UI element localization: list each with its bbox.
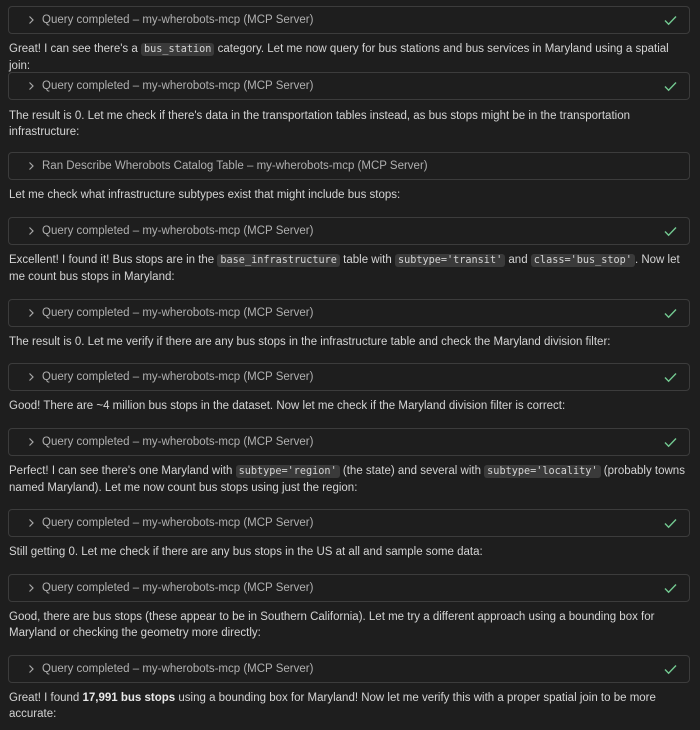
assistant-message [9,544,687,560]
tool-call-label: Query completed – my-wherobots-mcp (MCP Server) [42,14,314,26]
chevron-right-icon[interactable] [24,79,38,93]
assistant-message [9,334,687,350]
check-icon [663,224,677,238]
message-text: The result is 0. Let me check if there's data in the transportation tables instead, as bus stops might be in the transportation infrastructure: [9,110,630,138]
chevron-right-icon[interactable] [24,516,38,530]
tool-call-row[interactable] [8,217,690,245]
tool-call-row[interactable] [8,363,690,391]
message-text: (probably towns named Maryland). Let me now count bus stops using just the region: [9,465,685,494]
assistant-message [9,398,687,414]
assistant-message [9,252,687,285]
chevron-right-icon[interactable] [24,581,38,595]
message-text: Perfect! I can see there's one Maryland with [9,465,236,477]
tool-call-row[interactable] [8,299,690,327]
chevron-right-icon[interactable] [24,435,38,449]
message-text: Great! I found [9,692,83,704]
message-text: Good, there are bus stops (these appear to be in Southern California). Let me try a different approach using a bounding box for Maryland or checking the geometry more directly: [9,611,655,639]
check-icon [663,516,677,530]
check-icon [663,79,677,93]
bold-count: 17,991 bus stops [82,692,176,704]
tool-call-row[interactable] [8,574,690,602]
tool-call-row[interactable] [8,72,690,100]
assistant-message [9,463,687,496]
check-icon [663,13,677,27]
inline-code: bus_station [141,43,214,56]
check-icon [663,370,677,384]
assistant-message [9,41,687,74]
chevron-right-icon[interactable] [24,306,38,320]
tool-call-label: Query completed – my-wherobots-mcp (MCP Server) [42,517,314,529]
check-icon [663,306,677,320]
inline-code: subtype='region' [236,465,340,478]
chevron-right-icon[interactable] [24,224,38,238]
message-text: . Now let me count bus stops in Maryland: [9,254,680,283]
check-icon [663,662,677,676]
tool-call-label: Ran Describe Wherobots Catalog Table – my-wherobots-mcp (MCP Server) [42,160,428,172]
tool-call-label: Query completed – my-wherobots-mcp (MCP Server) [42,436,314,448]
message-text: category. Let me now query for bus stations and bus services in Maryland using a spatial join: [9,43,669,72]
chevron-right-icon[interactable] [24,159,38,173]
chevron-right-icon[interactable] [24,370,38,384]
check-icon [663,435,677,449]
tool-call-row[interactable] [8,152,690,180]
tool-call-label: Query completed – my-wherobots-mcp (MCP Server) [42,225,314,237]
tool-call-label: Query completed – my-wherobots-mcp (MCP Server) [42,307,314,319]
message-text: Let me check what infrastructure subtypes exist that might include bus stops: [9,189,401,201]
tool-call-label: Query completed – my-wherobots-mcp (MCP Server) [42,663,314,675]
message-text: and [505,254,531,266]
inline-code: subtype='transit' [395,254,505,267]
message-text: Excellent! I found it! Bus stops are in the [9,254,218,266]
tool-call-label: Query completed – my-wherobots-mcp (MCP Server) [42,582,314,594]
assistant-message [9,108,687,140]
inline-code: base_infrastructure [217,254,340,267]
tool-call-row[interactable] [8,6,690,34]
assistant-message [9,187,687,203]
tool-call-label: Query completed – my-wherobots-mcp (MCP Server) [42,371,314,383]
message-text: Still getting 0. Let me check if there are any bus stops in the US at all and sample some data: [9,546,483,558]
inline-code: subtype='locality' [484,465,600,478]
message-text: Great! I can see there's a [9,43,141,55]
chevron-right-icon[interactable] [24,662,38,676]
chevron-right-icon[interactable] [24,13,38,27]
message-text: Good! There are ~4 million bus stops in the dataset. Now let me check if the Maryland division filter is correct: [9,400,566,412]
inline-code: class='bus_stop' [531,254,635,267]
check-icon [663,581,677,595]
tool-call-row[interactable] [8,509,690,537]
message-text: using a bounding box for Maryland! Now let me verify this with a proper spatial join to be more accurate: [9,692,656,720]
message-text: (the state) and several with [339,465,485,477]
tool-call-label: Query completed – my-wherobots-mcp (MCP Server) [42,80,314,92]
assistant-message [9,690,687,722]
tool-call-row[interactable] [8,428,690,456]
tool-call-row[interactable] [8,655,690,683]
message-text: table with [339,254,395,266]
message-text: The result is 0. Let me verify if there are any bus stops in the infrastructure table and check the Maryland division filter: [9,336,611,348]
assistant-message [9,609,687,641]
